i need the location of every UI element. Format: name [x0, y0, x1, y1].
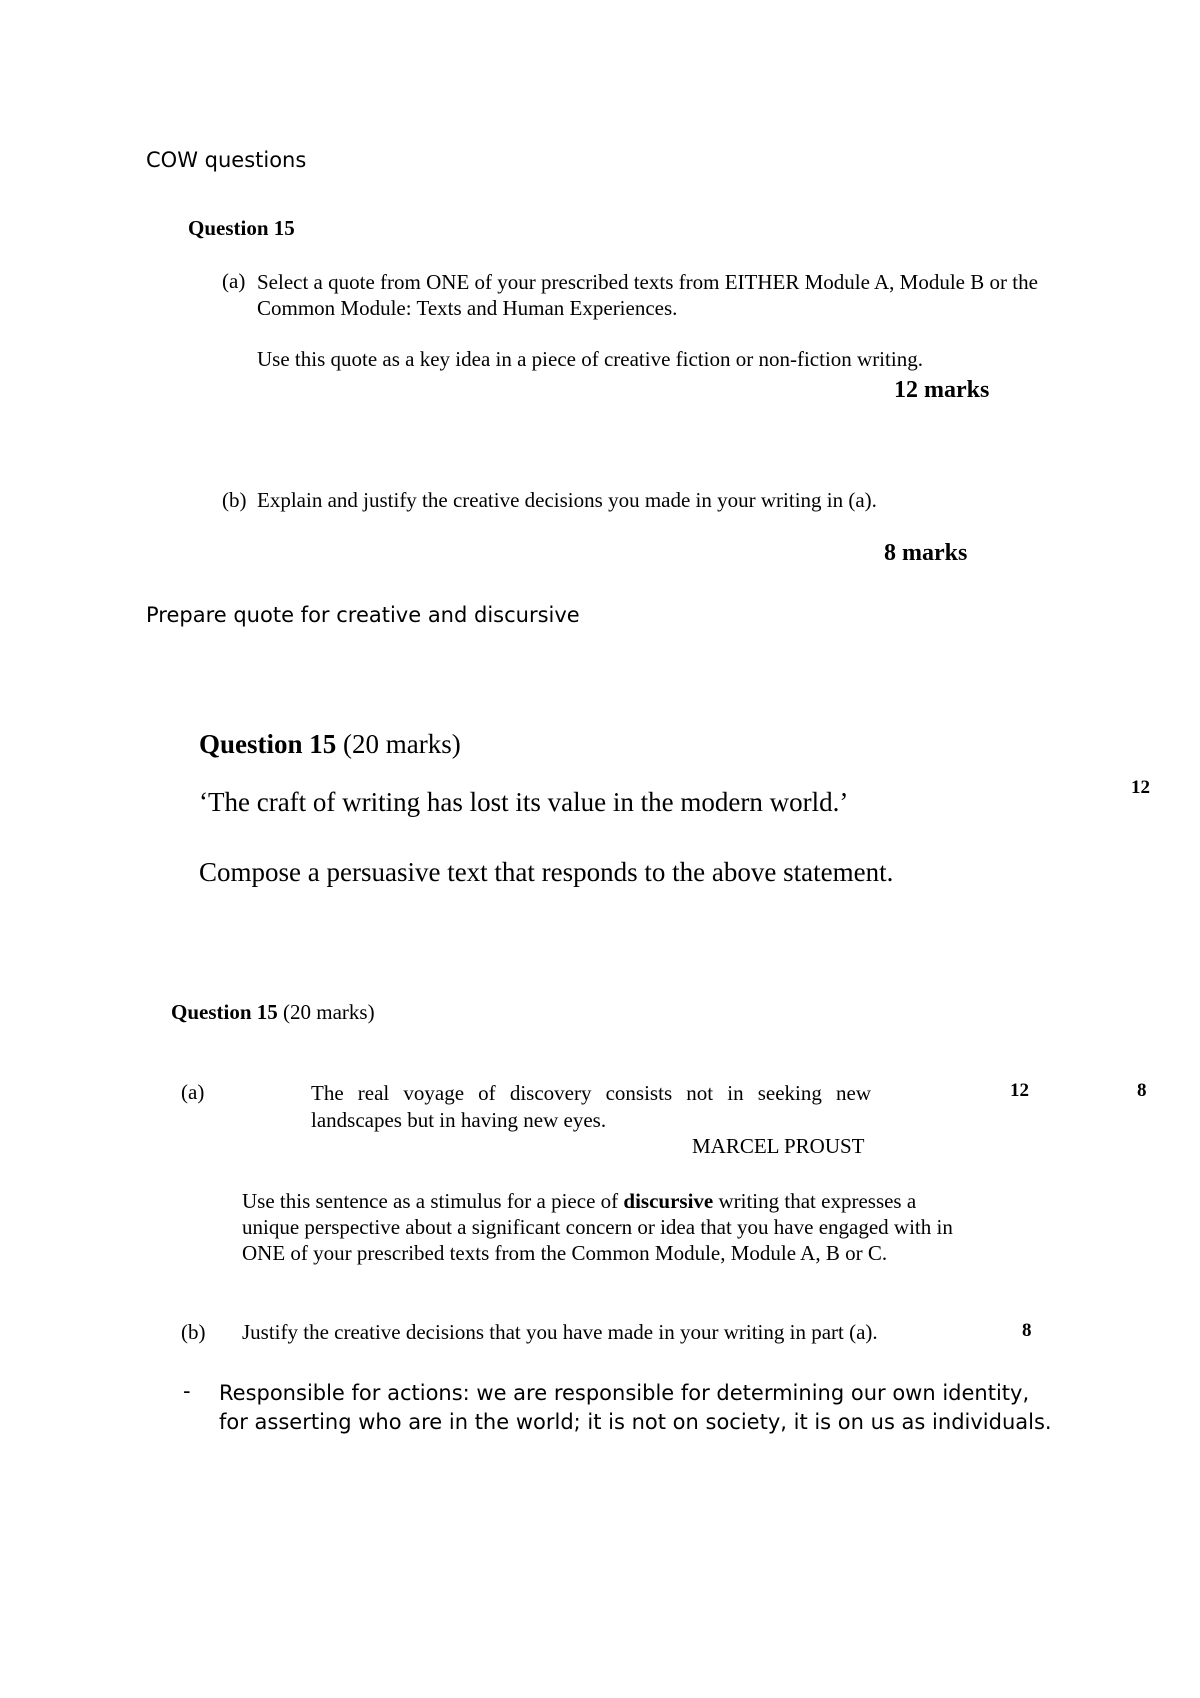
section-note: Prepare quote for creative and discursive [146, 603, 580, 627]
question-3-title [171, 1000, 375, 1025]
question-3-part-b-marks: 8 [1022, 1320, 1032, 1341]
question-3-part-a-label: (a) [181, 1080, 205, 1104]
part-a-instruction: Use this quote as a key idea in a piece of creative fiction or non-fiction writing. [257, 347, 923, 371]
question-3-part-b-text: Justify the creative decisions that you have made in your writing in part (a). [242, 1320, 878, 1344]
question-3-part-a-instruction [242, 1188, 972, 1266]
question-2-title [199, 729, 461, 760]
part-b-label: (b) [222, 488, 247, 512]
part-a-marks: 12 marks [894, 377, 990, 403]
question-2-prompt: Compose a persuasive text that responds to the above statement. [199, 857, 894, 887]
part-b-marks: 8 marks [884, 540, 968, 566]
question-2-title-marks: (20 marks) [343, 729, 461, 759]
instruction-bold-word: discursive [623, 1189, 714, 1213]
top-heading: COW questions [146, 148, 307, 172]
instruction-text-start: Use this sentence as a stimulus for a piece of [242, 1189, 624, 1213]
part-a-text: Select a quote from ONE of your prescribed texts from EITHER Module A, Module B or the Common Module: Texts and Human Experiences. [257, 270, 1038, 320]
question-3-part-a-marks: 12 [1010, 1080, 1029, 1101]
stimulus-quote: The real voyage of discovery consists not in seeking new landscapes but in having new eyes. [311, 1081, 871, 1132]
quote-author: MARCEL PROUST [692, 1134, 865, 1158]
side-mark: 12 [1131, 777, 1150, 798]
question-3-title-bold: Question 15 [171, 1000, 278, 1024]
question-2-quote: ‘The craft of writing has lost its value in the modern world.’ [199, 787, 849, 817]
note-bullet: - [183, 1379, 191, 1403]
part-a-label: (a) [222, 269, 246, 293]
part-b-text: Explain and justify the creative decisions you made in your writing in (a). [257, 488, 877, 512]
question-title: Question 15 [188, 216, 295, 240]
question-2-title-bold: Question 15 [199, 729, 337, 759]
side-mark: 8 [1137, 1080, 1147, 1101]
instruction-text-end: writing that expresses a unique perspective about a significant concern or idea that you have engaged with in ONE of your prescribed texts from the Common Module, Module A, B or C. [242, 1189, 953, 1265]
question-3-part-b-label: (b) [181, 1320, 206, 1344]
question-3-title-marks: (20 marks) [283, 1000, 375, 1024]
note-text: Responsible for actions: we are responsible for determining our own identity, for asserting who are in the world; it is not on society, it is on us as individuals. [219, 1381, 1052, 1434]
